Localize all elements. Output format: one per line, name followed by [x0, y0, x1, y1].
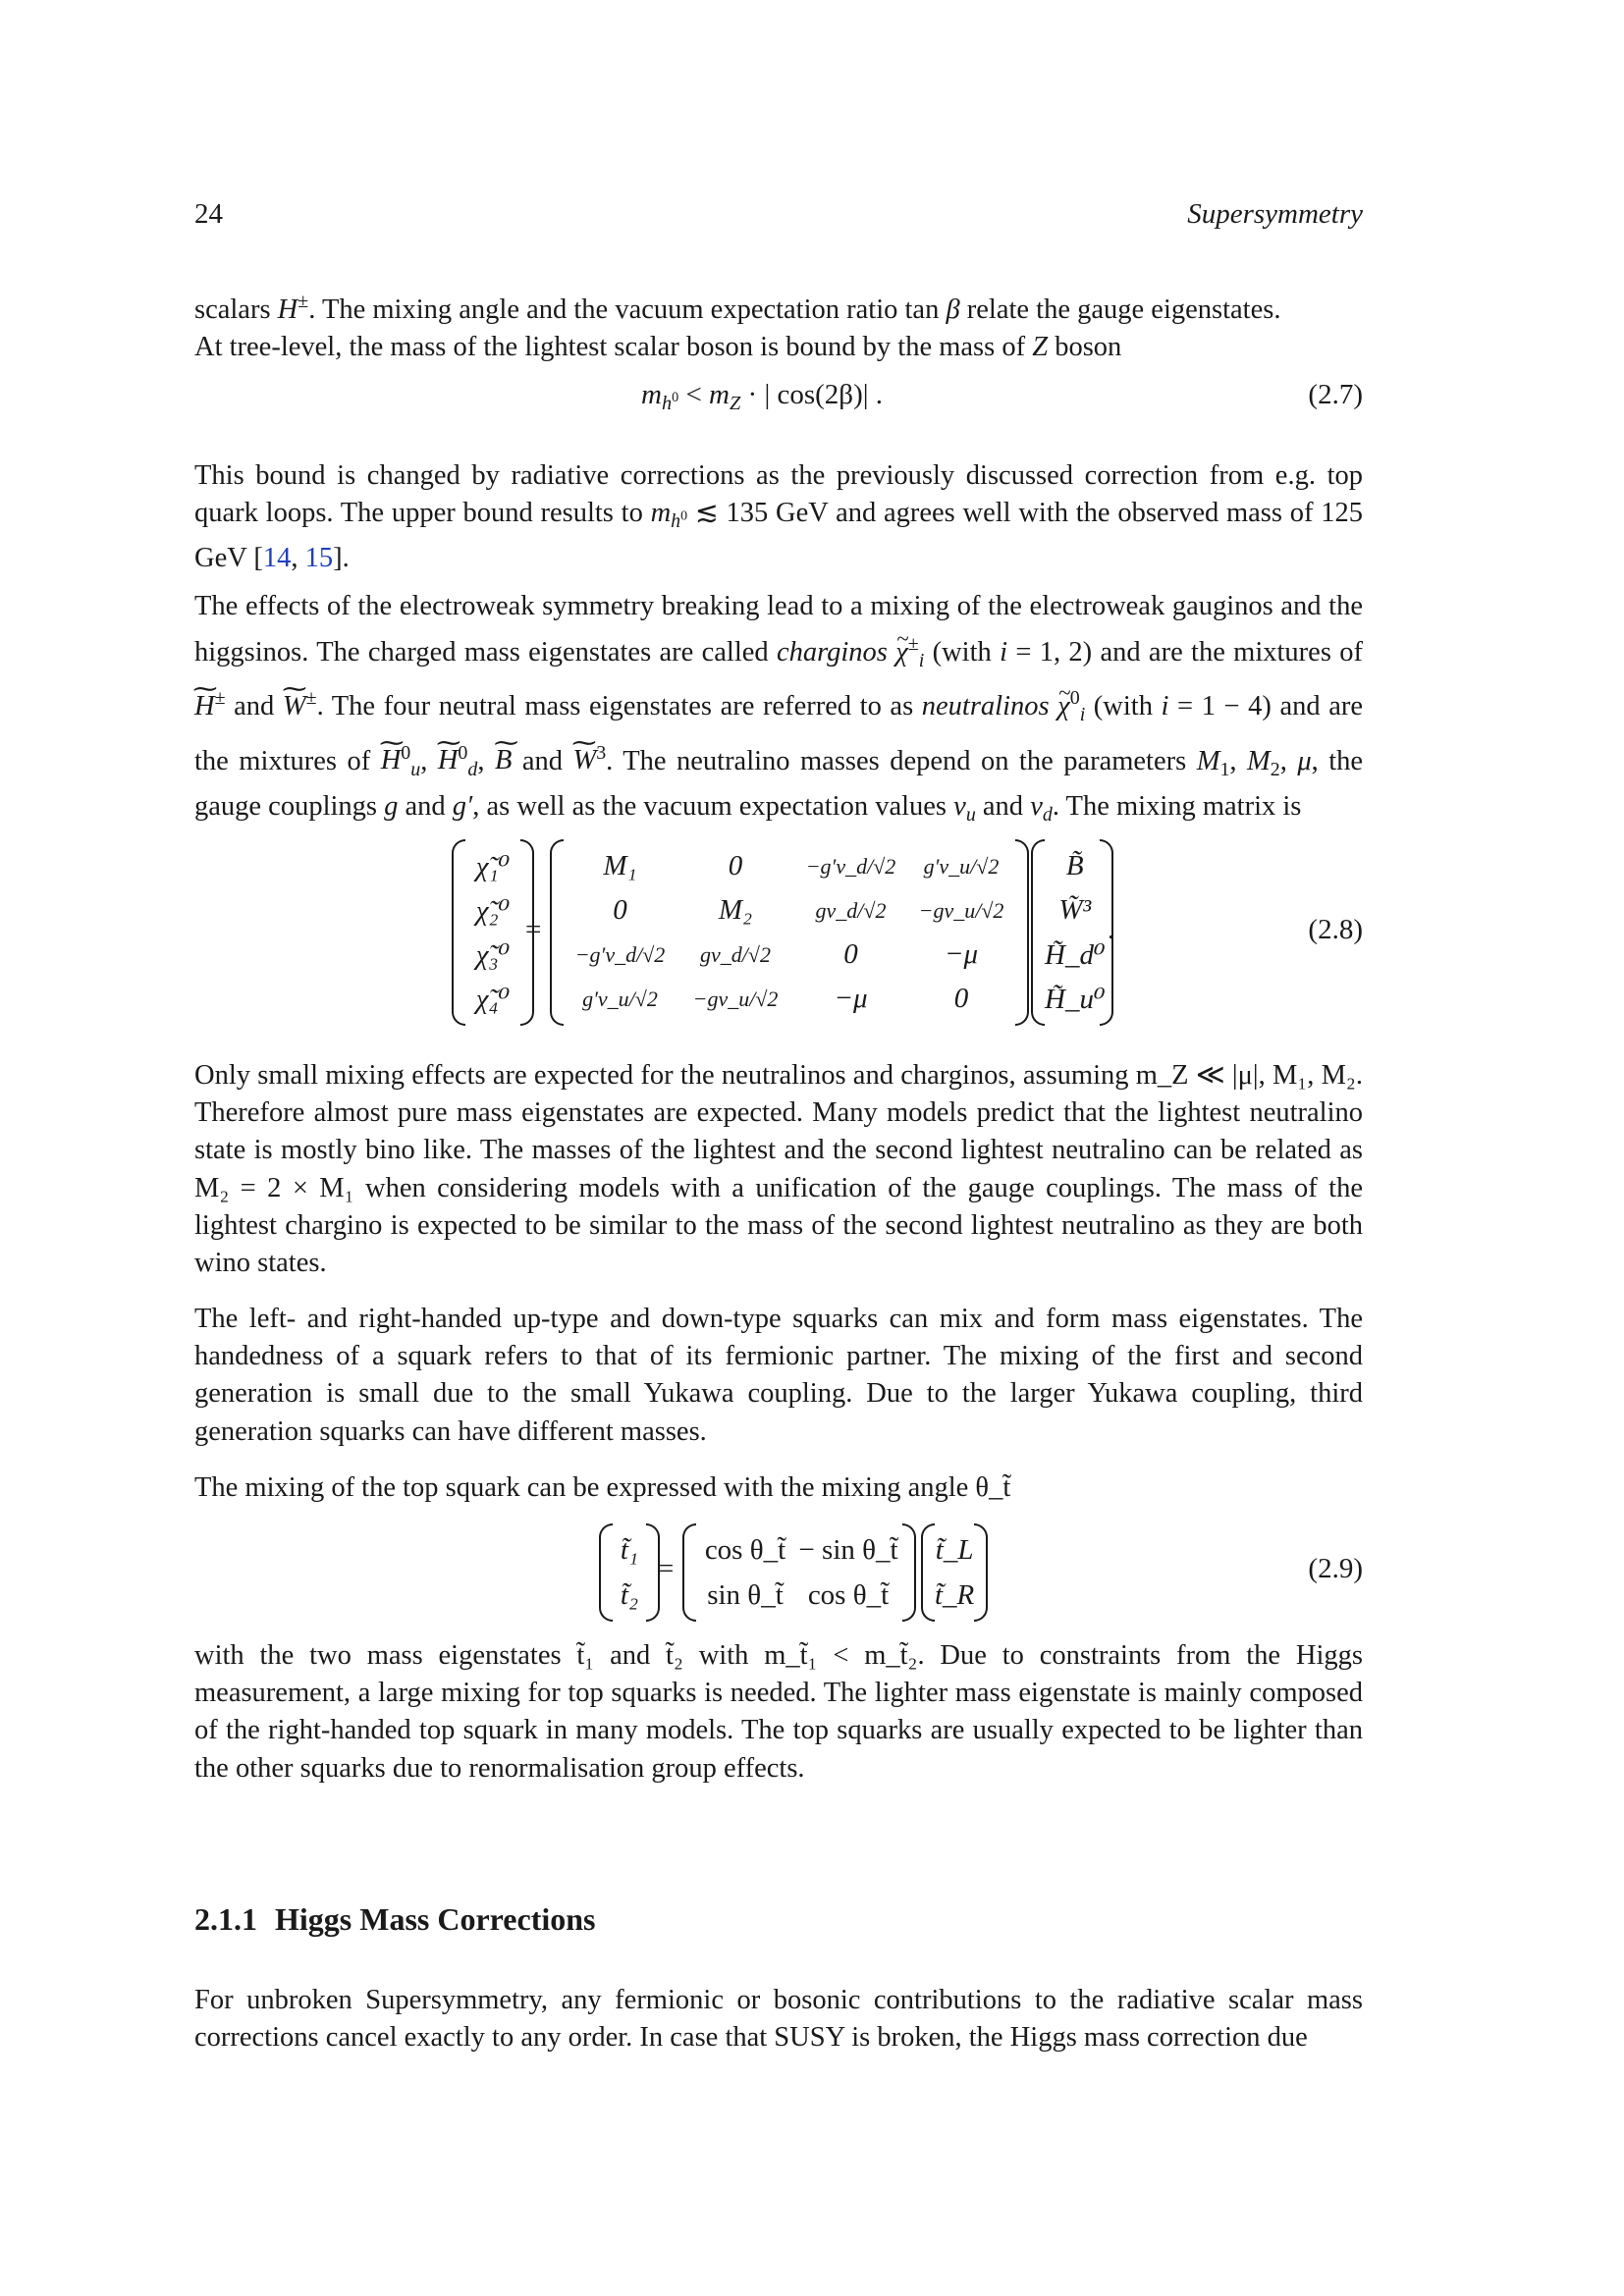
matrix-cell: 0 — [728, 850, 743, 881]
equals-sign: = — [658, 1553, 675, 1584]
page-number: 24 — [194, 198, 223, 230]
equation-number: (2.8) — [1308, 914, 1363, 945]
matrix-cell: −μ — [944, 938, 979, 970]
matrix-cell: M₁ — [603, 850, 637, 881]
vector-entry: χ̃₄⁰ — [475, 984, 511, 1015]
matrix-cell: 0 — [843, 938, 858, 970]
matrix-cell: 0 — [953, 983, 969, 1014]
matrix-cell: −g′v_d/√2 — [574, 941, 666, 967]
vector-entry: χ̃₁⁰ — [475, 851, 511, 882]
matrix-cell: −gv_u/√2 — [918, 897, 1004, 923]
equals-sign: = — [525, 914, 542, 945]
gauge-eigenstate-vector — [1031, 839, 1113, 1026]
matrix-cell: gv_d/√2 — [815, 897, 887, 923]
matrix-cell: gv_d/√2 — [700, 941, 771, 967]
vector-entry: t̃₂ — [620, 1578, 639, 1611]
matrix-cell: 0 — [613, 894, 627, 926]
paragraph-squark-mixing: The left- and right-handed up-type and down-type squarks can mix and form mass eigenstates. The handedness of a squark refers to that of its fermionic partner. The mixing of the first and second generation is small due to the small Yukawa coupling. Due to the larger Yukawa coupling, third generation squarks can have different masses. — [194, 1304, 1363, 1447]
mixing-matrix — [550, 839, 1029, 1026]
vector-entry: W̃³ — [1058, 894, 1092, 926]
vector-entry: B̃ — [1065, 850, 1084, 881]
paragraph-top-squark-mixing-angle: The mixing of the top squark can be expressed with the mixing angle θ_t̃ — [194, 1472, 1011, 1503]
paragraph-mixing-effects: Only small mixing effects are expected for the neutralinos and charginos, assuming m_Z ≪ |μ|, M₁, M₂. Therefore almost pure mass eigenstates are expected. Many models predict that the lightest neutralino state is mostly bino like. The masses of the lightest and the second lightest neutralino can be related as M₂ = 2 × M₁ when considering models with a unification of the gauge couplings. The mass of the lightest chargino is expected to be similar to the mass of the second lightest neutralino as they are both wino states. — [194, 1060, 1363, 1279]
running-title: Supersymmetry — [1187, 198, 1363, 230]
top-squark-mass-vector — [599, 1523, 660, 1622]
equation-2-8 — [194, 839, 1363, 1026]
vector-entry: χ̃₃⁰ — [475, 939, 511, 971]
equation-2-7-body: $m_{h^0} < m_Z$ · | cos(2β)| . — [641, 379, 884, 415]
paragraph-top-squark-eigenstates: with the two mass eigenstates t̃₁ and t̃₂ with m_t̃₁ < m_t̃₂. Due to constraints from the Higgs measurement, a large mixing for top squarks is needed. The lighter mass eigenstate is mainly composed of the right-handed top squark in many models. The top squarks are usually expected to be lighter than the other squarks due to renormalisation group effects. — [194, 1640, 1363, 1784]
vector-entry: t̃₁ — [620, 1533, 639, 1566]
matrix-cell: g′v_u/√2 — [923, 853, 1000, 879]
paragraph-radiative-corrections: This bound is changed by radiative corrections as the previously discussed correction from e.g. top quark loops. The upper bound results to $m_{h^0}$ ≲ 135 GeV and agrees well with the observed mass of 125 GeV [14, 15]. — [194, 460, 1363, 574]
equation-number: (2.9) — [1308, 1553, 1363, 1584]
matrix-cell: −μ — [834, 983, 868, 1014]
neutralino-vector — [452, 839, 534, 1026]
chiral-state-vector — [921, 1523, 988, 1622]
matrix-cell: −gv_u/√2 — [692, 986, 779, 1011]
matrix-cell: sin θ_t̃ — [707, 1578, 784, 1611]
matrix-cell: M₂ — [718, 894, 753, 926]
paragraph-higgs-mass-corrections: For unbroken Supersymmetry, any fermionic or bosonic contributions to the radiative scalar mass corrections cancel exactly to any order. In case that SUSY is broken, the Higgs mass correction due — [194, 1985, 1363, 2054]
vector-entry: H̃_u⁰ — [1045, 984, 1106, 1015]
matrix-cell: cos θ_t̃ — [807, 1578, 890, 1611]
paragraph-higgs-scalars: scalars H±. The mixing angle and the vacuum expectation ratio tan β relate the gauge eigenstates. At tree-level, the mass of the lightest scalar boson is bound by the mass of Z boson — [194, 291, 1281, 363]
vector-entry: χ̃₂⁰ — [475, 895, 511, 927]
citation-link[interactable]: 14 — [262, 543, 292, 574]
equation-period: . — [1108, 914, 1115, 945]
equation-2-9 — [194, 1523, 1363, 1622]
matrix-cell: − sin θ_t̃ — [798, 1533, 898, 1566]
citation-link[interactable]: 15 — [304, 543, 334, 574]
vector-entry: t̃_L — [935, 1533, 974, 1566]
vector-entry: H̃_d⁰ — [1045, 939, 1106, 971]
matrix-cell: cos θ_t̃ — [704, 1533, 786, 1566]
page-header — [194, 198, 1363, 238]
vector-entry: t̃_R — [935, 1578, 975, 1611]
matrix-cell: −g′v_d/√2 — [805, 853, 896, 879]
section-heading — [194, 1901, 595, 1938]
section-number: 2.1.1 — [194, 1901, 257, 1937]
paragraph-electroweak-mixing: The effects of the electroweak symmetry breaking lead to a mixing of the electroweak gauginos and the higgsinos. The charged mass eigenstates are called charginos ~ $\chi^\pm_i$ (with i = 1, 2) and are the mixtures of ∼ H± and ∼ W±. The four neutral mass eigenstates are referred to as neutralinos ~ $\chi^0_i$ (with i = 1 − 4) and are the mixtures of ∼ $H^0_u$, ∼ $H^0_d$, ∼ B and ∼ $W^3$. The neutralino masses depend on the parameters $M_1$, $M_2$, μ, the gauge couplings g and g′, as well as the vacuum expectation values $v_u$ and $v_d$. The mixing matrix is — [194, 588, 1363, 833]
section-title: Higgs Mass Corrections — [275, 1901, 596, 1937]
matrix-cell: g′v_u/√2 — [582, 986, 658, 1011]
equation-number: (2.7) — [1308, 379, 1363, 410]
equation-2-7 — [194, 379, 1363, 418]
rotation-matrix — [682, 1523, 916, 1622]
